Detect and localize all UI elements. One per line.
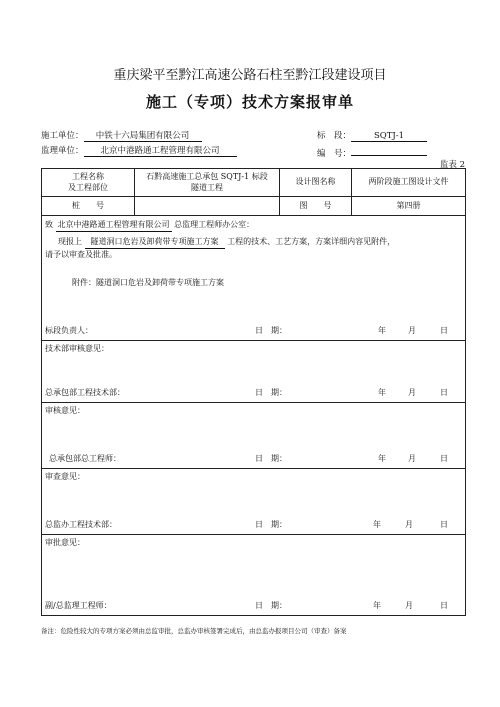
station-value — [135, 197, 280, 216]
attachment-line: 附件：隧道洞口危岩及卸荷带专项施工方案 — [72, 278, 224, 287]
section-label: 技术部审核意见： — [45, 344, 109, 353]
supervisor-value: 北京中港路通工程管理有限公司 — [84, 144, 237, 157]
approval-form-table — [41, 168, 466, 616]
date-label: 日 期： — [255, 454, 287, 464]
number-label: 编 号： — [317, 149, 352, 159]
station-label: 桩 号 — [42, 197, 135, 216]
body-prefix: 现报上 — [58, 237, 82, 246]
date-label: 日 期： — [255, 520, 287, 530]
tech-dept-review-section — [42, 341, 466, 403]
month-label: 月 — [405, 520, 413, 530]
addressee-prefix: 致 — [45, 220, 53, 229]
section-row — [317, 129, 427, 142]
month-label: 月 — [408, 388, 416, 398]
day-label: 日 — [440, 520, 448, 530]
document-title: 施工（专项）技术方案报审单 — [145, 93, 354, 111]
footnote: 备注：危险性较大的专项方案必须由总监审批，总监办审核签署完成后，由总监办报项目公司（审查）备案 — [41, 627, 347, 635]
month-label: 月 — [408, 454, 416, 464]
signature-line — [45, 601, 462, 612]
supervision-tech-review-section — [42, 469, 466, 535]
project-name-value: 石黔高速施工总承包 SQTJ-1 标段 隧道工程 — [135, 169, 280, 197]
year-label: 年 — [373, 601, 381, 611]
day-label: 日 — [440, 601, 448, 611]
number-row — [317, 144, 427, 159]
drawing-no-value: 第四册 — [352, 197, 466, 216]
year-label: 年 — [378, 454, 386, 464]
plan-name: 隧道洞口危岩及卸荷带专项施工方案 — [85, 237, 225, 249]
design-drawing-label: 设计图名称 — [280, 169, 352, 197]
addressee-suffix: 总监理工程师办公室： — [174, 220, 255, 229]
submission-section — [42, 216, 466, 341]
project-name-label: 工程名称 及工程部位 — [42, 169, 135, 197]
section-value: SQTJ-1 — [351, 131, 427, 142]
chief-engineer-review-section — [42, 403, 466, 469]
chief-supervisor-approval-section — [42, 535, 466, 616]
month-label: 月 — [408, 326, 416, 336]
signer-label: 标段负责人： — [45, 326, 93, 336]
year-label: 年 — [378, 326, 386, 336]
signature-line — [45, 454, 462, 465]
day-label: 日 — [440, 454, 448, 464]
year-label: 年 — [378, 388, 386, 398]
year-label: 年 — [373, 520, 381, 530]
signature-line — [45, 326, 462, 337]
date-label: 日 期： — [255, 601, 287, 611]
number-value — [351, 144, 427, 156]
day-label: 日 — [440, 388, 448, 398]
design-drawing-value: 两阶段施工图设计文件 — [352, 169, 466, 197]
drawing-no-label: 图 号 — [280, 197, 352, 216]
supervisor-label: 监理单位： — [41, 146, 84, 156]
section-label: 审核意见： — [45, 406, 85, 415]
form-number: 监表 2 — [439, 160, 465, 170]
section-label: 审查意见： — [45, 472, 85, 481]
signer-label: 总承包部工程技术部： — [45, 388, 125, 398]
addressee-line — [45, 220, 254, 232]
contractor-label: 施工单位： — [41, 131, 84, 141]
month-label: 月 — [405, 601, 413, 611]
signature-line — [45, 520, 462, 531]
date-label: 日 期： — [255, 388, 287, 398]
project-title: 重庆梁平至黔江高速公路石柱至黔江段建设项目 — [113, 68, 387, 83]
body-suffix: 工程的技术、工艺方案，方案详细内容见附件， — [227, 237, 396, 246]
addressee-org: 北京中港路通工程管理有限公司 — [56, 220, 172, 232]
body-line-2: 请予以审查及批准。 — [45, 250, 117, 259]
submission-body — [58, 237, 395, 249]
signer-label: 副/总监理工程师： — [45, 601, 112, 611]
signature-line — [45, 388, 462, 399]
day-label: 日 — [440, 326, 448, 336]
date-label: 日 期： — [255, 326, 287, 336]
contractor-value: 中铁十六局集团有限公司 — [84, 129, 202, 142]
signer-label: 总承包部总工程师： — [49, 454, 121, 464]
signer-label: 总监办工程技术部： — [45, 520, 117, 530]
section-label: 标 段： — [317, 131, 352, 141]
contractor-row — [41, 129, 202, 142]
section-label: 审批意见： — [45, 538, 85, 547]
supervisor-row — [41, 144, 237, 157]
